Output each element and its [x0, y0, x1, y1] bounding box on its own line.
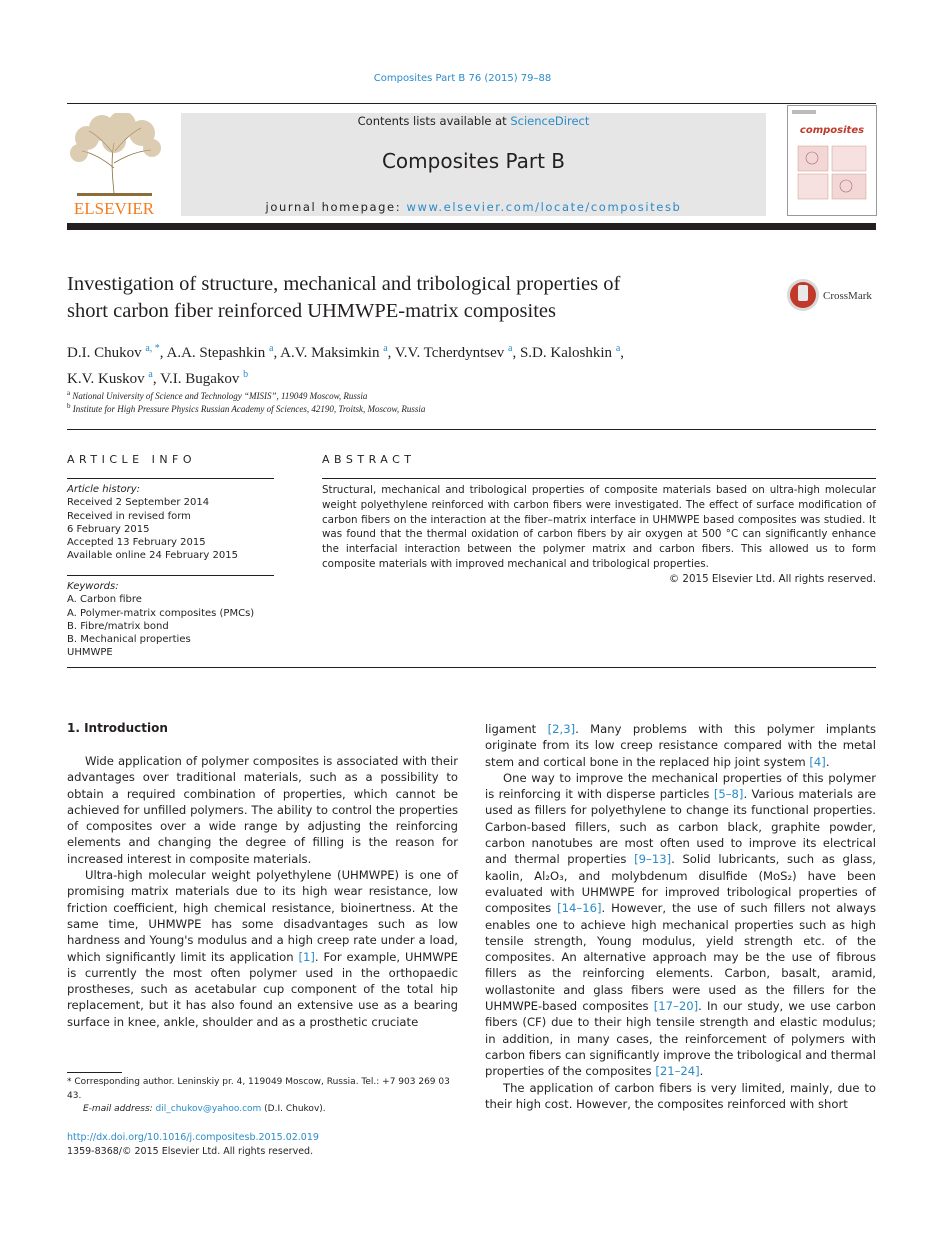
reference-link[interactable]: [9–13]: [634, 852, 672, 867]
history-item: 6 February 2015: [67, 523, 150, 535]
journal-title: Composites Part B: [381, 149, 566, 173]
article-info-rule: [67, 478, 274, 479]
elsevier-logo: [67, 113, 162, 216]
journal-citation[interactable]: Composites Part B 76 (2015) 79–88: [373, 73, 552, 84]
contents-prefix: Contents lists available at: [357, 114, 511, 128]
email-line: [67, 1103, 458, 1117]
article-title: [67, 271, 767, 325]
elsevier-tree-icon: [67, 113, 162, 216]
issn-copyright: 1359-8368/© 2015 Elsevier Ltd. All rights reserved.: [67, 1146, 314, 1157]
crossmark-label: CrossMark: [823, 290, 872, 302]
paragraph-text: .: [825, 754, 830, 769]
reference-link[interactable]: [21–24]: [655, 1064, 700, 1079]
elsevier-wordmark: ELSEVIER: [73, 199, 155, 216]
author-name[interactable]: A.A. Stepashkin: [166, 345, 266, 361]
email-link[interactable]: dil_chukov@yahoo.com: [155, 1104, 262, 1114]
author-affiliation-mark[interactable]: a: [615, 343, 621, 354]
homepage-prefix: journal homepage:: [265, 200, 407, 214]
homepage-link[interactable]: www.elsevier.com/locate/compositesb: [406, 200, 682, 214]
reference-link[interactable]: [17–20]: [653, 999, 699, 1014]
author-affiliation-mark[interactable]: a: [383, 343, 388, 354]
history-item: Received 2 September 2014: [67, 497, 210, 509]
abstract-copyright: © 2015 Elsevier Ltd. All rights reserved.: [668, 572, 876, 585]
author-name[interactable]: V.V. Tcherdyntsev: [394, 345, 505, 361]
affiliation-b: [67, 402, 425, 414]
article-title-line-1: Investigation of structure, mechanical and tribological properties of: [67, 273, 621, 295]
paragraph-text: Ultra-high molecular weight polyethylene (UHMWPE) is one of promising matrix materials due to its high wear resistance, low friction coefficient, high chemical resistance, bioinertness. At the same time, UHMWPE has some disadvantages such as low hardness and Young's modulus and a high creep rate under a load, which significantly limit its application: [67, 868, 458, 964]
history-item: Available online 24 February 2015: [67, 550, 238, 562]
affiliation-a: [67, 389, 367, 401]
affiliation-rule: [67, 429, 876, 430]
article-history-label: Article history:: [67, 484, 141, 495]
cover-art-icon: [788, 106, 876, 215]
intro-paragraph-1: Wide application of polymer composites is associated with their advantages over traditional materials, such as a possibility to obtain a required combination of properties, which cannot be achieved for unfilled polymers. The ability to control the properties of composites over a wide range by adjusting the reinforcing elements and changing the degree of filling is the reason for increased interest in composite materials.: [67, 754, 458, 866]
intro-paragraph-2: [67, 867, 458, 1030]
abstract-body: [322, 483, 876, 587]
introduction-heading: 1. Introduction: [67, 721, 168, 735]
history-item: Received in revised form: [67, 510, 191, 522]
contents-line: [181, 114, 766, 128]
article-title-line-2: short carbon fiber reinforced UHMWPE-matrix composites: [67, 300, 557, 322]
author-name[interactable]: A.V. Maksimkin: [280, 345, 380, 361]
keyword-item: B. Fibre/matrix bond: [67, 620, 169, 632]
corresponding-author-footnote: [67, 1076, 458, 1117]
reference-link[interactable]: [14–16]: [557, 901, 602, 916]
paragraph-text: ligament: [485, 722, 548, 736]
cover-title: composites: [799, 125, 865, 136]
front-matter-bottom-rule: [67, 667, 876, 668]
article-history: [67, 483, 274, 563]
reference-link[interactable]: [2,3]: [547, 722, 576, 736]
abstract-heading: ABSTRACT: [322, 453, 416, 466]
keywords: [67, 580, 274, 660]
abstract-text: Structural, mechanical and tribological properties of composite materials based on ultra-high molecular weight polyethylene reinforced with carbon fibers were investigated. The effect of surface modification of carbon fibers on the interaction at the fiber–matrix interface in UHMWPE based composites was studied. It was found that the thermal oxidation of carbon fibers by air oxygen at 500 °C can significantly enhance the interfacial interaction between the polymer matrix and carbon fibers. This allowed us to form composite materials with improved mechanical and tribological properties.: [322, 484, 876, 570]
footnote-rule: [67, 1072, 122, 1073]
author-list: D.I. Chukov $^{a, *}$, A.A. Stepashkin $^a$, A.V. Maksimkin $^a$, V.V. Tcherdyntsev $^a$, S.D. Kaloshkin $^a$, K.V. Kuskov $^a$, V.I. Bugakov $^b$: [67, 343, 625, 387]
reference-link[interactable]: [4]: [809, 754, 826, 769]
affiliation-mark: b: [67, 402, 71, 410]
author-affiliation-mark[interactable]: b: [243, 369, 249, 380]
abstract-rule: [322, 478, 876, 479]
author-affiliation-mark[interactable]: a: [508, 343, 513, 354]
email-suffix: (D.I. Chukov).: [261, 1104, 326, 1114]
reference-link[interactable]: [1]: [298, 949, 315, 964]
paragraph-text: . However, the use of such fillers not always enables one to achieve high mechanical properties such as high tensile strength, Young modulus, yield strength etc. of the composites. An alternative approach may be the use of fibrous fillers as the reinforcing elements. Carbon, basalt, aramid, wollastonite and glass fibers were used as the fillers for the UHMWPE-based composites: [485, 901, 876, 1014]
doi-link[interactable]: http://dx.doi.org/10.1016/j.compositesb.2015.02.019: [67, 1132, 319, 1143]
sciencedirect-link[interactable]: ScienceDirect: [510, 114, 590, 128]
history-item: Accepted 13 February 2015: [67, 537, 206, 549]
author-affiliation-mark[interactable]: a: [268, 343, 274, 354]
keyword-item: A. Carbon fibre: [67, 594, 142, 606]
paragraph-text: . Various materials are used as fillers for polyethylene to change its functional properties. Carbon-based fillers, such as carbon black, graphite powder, carbon nanotubes are most often used to improve its electrical and thermal properties: [485, 787, 876, 867]
intro-paragraph-3: [485, 770, 876, 1080]
paragraph-text: . Many problems with this polymer implants originate from its low creep resistance compared with the metal stem and cortical bone in the replaced hip joint system: [485, 722, 876, 769]
keywords-label: Keywords:: [67, 581, 119, 592]
keyword-item: B. Mechanical properties: [67, 634, 191, 646]
author-name[interactable]: K.V. Kuskov: [67, 371, 145, 387]
article-info-heading: ARTICLE INFO: [67, 453, 197, 466]
affiliation-text: Institute for High Pressure Physics Russian Academy of Sciences, 42190, Troitsk, Moscow, Russia: [72, 404, 426, 414]
header-top-rule: [67, 103, 876, 104]
paragraph-text: . Solid lubricants, such as glass, kaolin, Al₂O₃, and molybdenum disulfide (MoS₂) have been evaluated with UHMWPE for improved tribological properties of composites: [485, 852, 876, 916]
keyword-item: A. Polymer-matrix composites (PMCs): [67, 607, 255, 619]
affiliation-mark: a: [67, 389, 71, 397]
paragraph-text: . In our study, we use carbon fibers (CF) due to their high tensile strength and elastic modulus; in addition, in many cases, the reinforcement of polymers with carbon fibers can significantly improve the tribological and thermal properties of the composites: [485, 999, 877, 1079]
keywords-rule: [67, 575, 274, 576]
crossmark-icon: [786, 277, 876, 313]
author-name[interactable]: S.D. Kaloshkin: [519, 345, 613, 361]
corresponding-author-text: * Corresponding author. Leninskiy pr. 4, 119049 Moscow, Russia. Tel.: +7 903 269 03 43.: [67, 1077, 450, 1101]
email-label: E-mail address:: [83, 1104, 156, 1114]
author-affiliation-mark[interactable]: a: [148, 369, 153, 380]
crossmark-badge[interactable]: [786, 277, 876, 317]
reference-link[interactable]: [5–8]: [713, 787, 744, 802]
left-column: [67, 753, 458, 1030]
paragraph-text: . For example, UHMWPE is currently the most often polymer used in the orthopaedic prostheses, such as acetabular cup component of the total hip replacement, but it has also found an extensive use as a bearing surface in knee, ankle, shoulder and as a prosthetic cruciate: [67, 949, 458, 1029]
homepage-line: [181, 200, 766, 214]
author-affiliation-mark[interactable]: a, *: [145, 343, 160, 354]
paragraph-text: .: [699, 1064, 704, 1079]
affiliation-text: National University of Science and Technology “MISIS”, 119049 Moscow, Russia: [72, 391, 368, 401]
author-name[interactable]: D.I. Chukov: [67, 345, 142, 361]
author-name[interactable]: V.I. Bugakov: [160, 371, 240, 387]
doi-block: [67, 1131, 319, 1159]
intro-paragraph-continued: [485, 721, 876, 770]
right-column: [485, 721, 876, 1112]
header-bottom-rule: [67, 223, 876, 230]
keyword-item: UHMWPE: [67, 647, 113, 659]
paragraph-text: One way to improve the mechanical properties of this polymer is reinforcing it with disperse particles: [485, 770, 876, 802]
journal-cover-thumbnail: [787, 105, 877, 216]
intro-paragraph-4: The application of carbon fibers is very limited, mainly, due to their high cost. However, the composites reinforced with short: [485, 1080, 876, 1111]
